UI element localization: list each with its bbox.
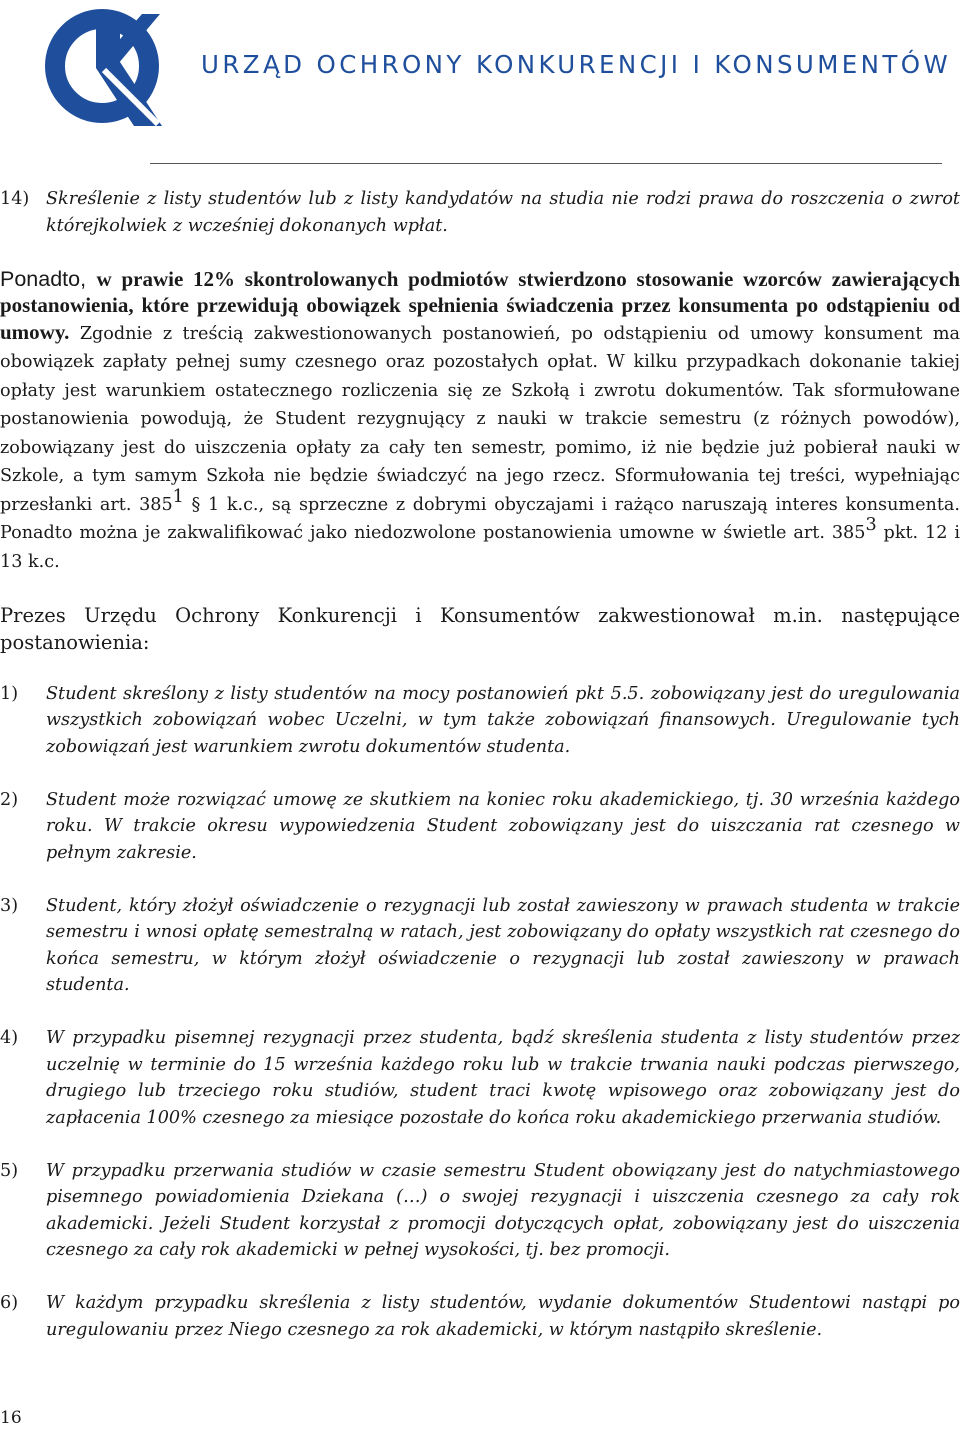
list-item-text: Student skreślony z listy studentów na mocy postanowień pkt 5.5. zobowiązany jest do uregulowania wszystkich zobowiązań wobec Uczelni, w tym także zobowiązań finansowych. Uregulowanie tych zobowiązań jest warunkiem zwrotu dokumentów studenta. (46, 683, 960, 757)
list-item-text: Skreślenie z listy studentów lub z listy kandydatów na studia nie rodzi prawa do roszczenia o zwrot którejkolwiek z wcześniej dokonanych wpłat. (46, 189, 960, 236)
organization-name: URZĄD OCHRONY KONKURENCJI I KONSUMENTÓW (201, 50, 952, 79)
list-item (0, 1290, 960, 1343)
header-divider (150, 163, 942, 164)
list-item-text: W przypadku przerwania studiów w czasie semestru Student obowiązany jest do natychmiastowego pisemnego powiadomienia Dziekana (…) o swojej rezygnacji i uiszczenia czesnego za cały rok akademicki. Jeżeli Student korzystał z promocji dotyczących opłat, zobowiązany jest do uiszczenia czesnego za cały rok akademicki w pełnej wysokości, tj. bez promocji. (46, 1160, 960, 1260)
paragraph-bold-finding: w prawie 12% skontrolowanych podmiotów stwierdzono stosowanie wzorców zawierających postanowienia, które przewidują obowiązek spełnienia świadczenia przez konsumenta po odstąpieniu od umowy. (0, 266, 960, 344)
superscript: 1 (172, 486, 184, 507)
paragraph-text-b: § 1 k.c., są sprzeczne z dobrymi obyczajami i rażąco naruszają interes konsumenta. Ponadto można je zakwalifikować jako niedozwolone postanowienia umowne w świetle art. 385 (0, 494, 960, 543)
list-item-number: 5) (0, 1160, 19, 1181)
paragraph-text-a: Zgodnie z treścią zakwestionowanych postanowień, po odstąpieniu od umowy konsument ma obowiązek zapłaty pełnej sumy czesnego oraz pozostałych opłat. W kilku przypadkach dokonanie takiej opłaty jest warunkiem ostatecznego rozliczenia się ze Szkołą i zwrotu dokumentów. Tak sformułowane postanowienia powodują, że Student rezygnujący z nauki w trakcie semestru (z różnych powodów), zobowiązany jest do uiszczenia opłaty za cały ten semestr, pomimo, iż nie będzie już pobierał nauki w Szkole, a tym samym Szkoła nie będzie świadczyć na jego rzecz. Sformułowania tej treści, wypełniając przesłanki art. 385 (0, 323, 960, 515)
list-item-text: W przypadku pisemnej rezygnacji przez studenta, bądź skreślenia studenta z listy studentów przez uczelnię w terminie do 15 września każdego roku lub w trakcie trwania nauki podczas pierwszego, drugiego lub trzeciego roku studiów, student traci kwotę wpisowego oraz zobowiązany jest do zapłacenia 100% czesnego za miesiące pozostałe do końca roku akademickiego przerwania studiów. (46, 1028, 960, 1128)
uokik-logo-icon (38, 4, 170, 128)
list-item (0, 186, 960, 239)
superscript: 3 (865, 515, 877, 535)
list-item-text: Student może rozwiązać umowę ze skutkiem na koniec roku akademickiego, tj. 30 września każdego roku. W trakcie okresu wypowiedzenia Student zobowiązany jest do uiszczania rat czesnego w pełnym zakresie. (46, 789, 960, 863)
list-item-number: 14) (0, 189, 30, 209)
list-item-number: 1) (0, 683, 19, 704)
list-item (0, 1025, 960, 1131)
list-item (0, 681, 960, 761)
paragraph-lead: Ponadto, (0, 266, 97, 291)
page-number: 16 (0, 1408, 22, 1428)
list-item-text: Student, który złożył oświadczenie o rezygnacji lub został zawieszony w prawach studenta w trakcie semestru i wnosi opłatę semestralną w ratach, jest zobowiązany do opłaty wszystkich rat czesnego do końca semestru, w którym złożył oświadczenie o rezygnacji lub został zawieszony w prawach studenta. (46, 895, 960, 995)
paragraph-findings (0, 266, 960, 576)
document-body (0, 186, 960, 1343)
list-item-text: W każdym przypadku skreślenia z listy studentów, wydanie dokumentów Studentowi nastąpi po uregulowaniu przez Niego czesnego za rok akademicki, w którym nastąpiło skreślenie. (46, 1293, 960, 1340)
list-item (0, 787, 960, 867)
list-item-number: 2) (0, 789, 19, 810)
list-item-number: 6) (0, 1293, 19, 1313)
list-item-number: 3) (0, 895, 19, 916)
paragraph-intro: Prezes Urzędu Ochrony Konkurencji i Konsumentów zakwestionował m.in. następujące postanowienia: (0, 603, 960, 654)
paragraph-text-c: pkt. 12 i 13 k.c. (0, 523, 960, 572)
list-item-number: 4) (0, 1028, 19, 1048)
list-item (0, 893, 960, 999)
list-item (0, 1158, 960, 1264)
